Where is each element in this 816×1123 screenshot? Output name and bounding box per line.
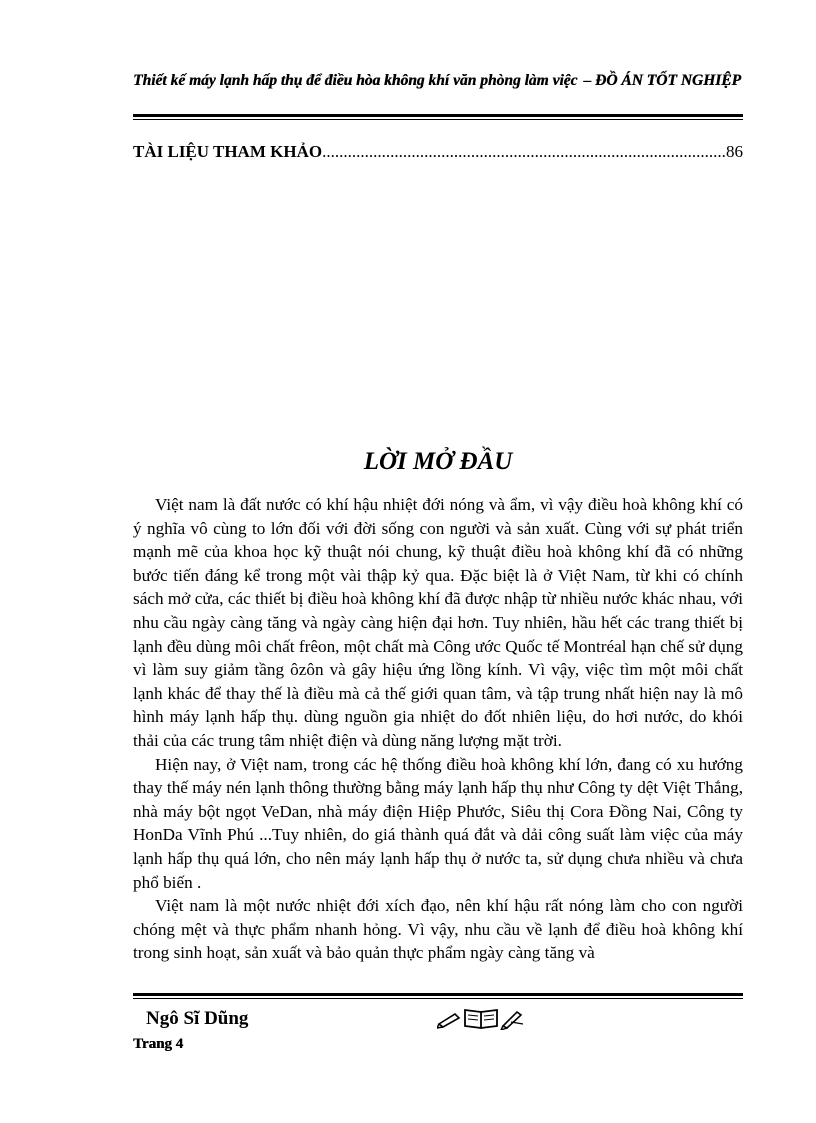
header-suffix: – ĐỒ ÁN TỐT NGHIỆP [583,72,741,89]
page-number: Trang 4 [133,1036,184,1052]
header-rule-thin [133,119,743,120]
footer-rule [133,993,743,996]
paragraph: Việt nam là đất nước có khí hậu nhiệt đới nóng và ẩm, vì vậy điều hoà không khí có ý nghĩa vô cùng to lớn đối với đời sống con người và sản xuất. Cùng với sự phát triển mạnh mẽ của khoa học kỹ thuật nói chung, kỹ thuật điều hoà không khí đã có những bước tiến đáng kể trong một vài thập kỷ qua. Đặc biệt là ở Việt Nam, từ khi có chính sách mở cửa, các thiết bị điều hoà không khí đã được nhập từ nhiều nước khác nhau, với nhu cầu ngày càng tăng và ngày càng hiện đại hơn. Tuy nhiên, hầu hết các trang thiết bị lạnh đều dùng môi chất frêon, một chất mà Công ước Quốc tế Montréal hạn chế sử dụng vì làm suy giảm tầng ôzôn và gây hiệu ứng lồng kính. Vì vậy, việc tìm một môi chất lạnh khác để thay thế là điều mà cả thế giới quan tâm, và tập trung nhất hiện nay là mô hình máy lạnh hấp thụ. dùng nguồn gia nhiệt do đốt nhiên liệu, do hơi nước, do khói thải của các trung tâm nhiệt điện và dùng năng lượng mặt trời. [133,495,743,750]
toc-entry-title: TÀI LIỆU THAM KHẢO [133,142,323,161]
footer-author: Ngô Sĩ Dũng [146,1008,249,1029]
paragraph: Hiện nay, ở Việt nam, trong các hệ thống điều hoà không khí lớn, đang có xu hướng thay thế máy nén lạnh thông thường bằng máy lạnh hấp thụ như Công ty dệt Việt Thắng, nhà máy bột ngọt VeDan, nhà máy điện Hiệp Phước, Siêu thị Cora Đồng Nai, Công ty HonDa Vĩnh Phú ...Tuy nhiên, do giá thành quá đắt và dải công suất làm việc của máy lạnh hấp thụ quá lớn, cho nên máy lạnh hấp thụ ở nước ta, sử dụng chưa nhiều và chưa phổ biến . [133,754,743,892]
toc-leader-dots [322,142,726,162]
toc-entry[interactable] [133,142,743,166]
body-text [133,493,743,965]
book-ornament-icon [437,1006,527,1030]
paragraph: Việt nam là một nước nhiệt đới xích đạo, nên khí hậu rất nóng làm cho con người chóng mệt và thực phẩm nhanh hỏng. Vì vậy, nhu cầu về lạnh để điều hoà không khí trong sinh hoạt, sản xuất và bảo quản thực phẩm ngày càng tăng và [133,896,743,963]
section-title: LỜI MỞ ĐẦU [363,448,513,475]
footer-rule-thin [133,998,743,999]
header-rule [133,114,743,117]
toc-entry-page: 86 [726,142,743,161]
header-title: Thiết kế máy lạnh hấp thụ để điều hòa không khí văn phòng làm việc [133,72,578,89]
running-header [133,70,743,91]
